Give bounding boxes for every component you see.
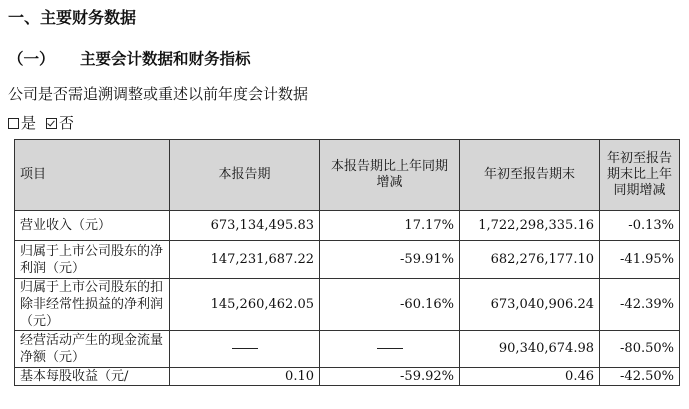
cell-ytd: 0.46 [460,368,600,386]
table-row [15,241,680,279]
cell-current-change: -59.91% [320,241,460,279]
cell-current: 145,260,462.05 [170,279,320,331]
table-header-row [15,140,680,211]
financial-table [14,139,680,386]
cell-ytd-change: -42.39% [600,279,680,331]
row-label: 经营活动产生的现金流量净额（元） [15,331,170,368]
row-label: 基本每股收益（元/ [15,368,170,386]
subsection-title: 主要会计数据和财务指标 [80,50,251,68]
cell-current-change: -59.92% [320,368,460,386]
checkbox-yes[interactable] [8,118,19,129]
table-row [15,279,680,331]
subsection-number: （一） [8,50,55,68]
row-label: 归属于上市公司股东的扣除非经常性损益的净利润（元） [15,279,170,331]
header-current-period: 本报告期 [170,140,320,211]
cell-ytd: 1,722,298,335.16 [460,211,600,241]
header-current-change: 本报告期比上年同期增减 [320,140,460,211]
subsection-heading [8,49,251,69]
header-ytd: 年初至报告期末 [460,140,600,211]
header-ytd-change: 年初至报告期末比上年同期增减 [600,140,680,211]
checkbox-no[interactable] [46,118,57,129]
cell-current-empty [170,331,320,368]
table-row [15,211,680,241]
cell-ytd: 673,040,906.24 [460,279,600,331]
row-label: 归属于上市公司股东的净利润（元） [15,241,170,279]
header-item: 项目 [15,140,170,211]
row-label: 营业收入（元） [15,211,170,241]
cell-current-change-empty [320,331,460,368]
option-no-label: 否 [59,114,75,132]
cell-ytd-change: -0.13% [600,211,680,241]
cell-ytd-change: -42.50% [600,368,680,386]
cell-current: 673,134,495.83 [170,211,320,241]
cell-ytd-change: -80.50% [600,331,680,368]
cell-current: 0.10 [170,368,320,386]
cell-ytd: 90,340,674.98 [460,331,600,368]
cell-current-change: 17.17% [320,211,460,241]
cell-current-change: -60.16% [320,279,460,331]
dash-mark [377,348,403,349]
table-row [15,331,680,368]
cell-ytd-change: -41.95% [600,241,680,279]
restatement-options [8,113,84,133]
restatement-question: 公司是否需追溯调整或重述以前年度会计数据 [8,85,309,103]
dash-mark [232,348,258,349]
cell-ytd: 682,276,177.10 [460,241,600,279]
table-row [15,368,680,386]
section-title: 一、主要财务数据 [8,8,137,27]
cell-current: 147,231,687.22 [170,241,320,279]
option-yes-label: 是 [21,114,37,132]
